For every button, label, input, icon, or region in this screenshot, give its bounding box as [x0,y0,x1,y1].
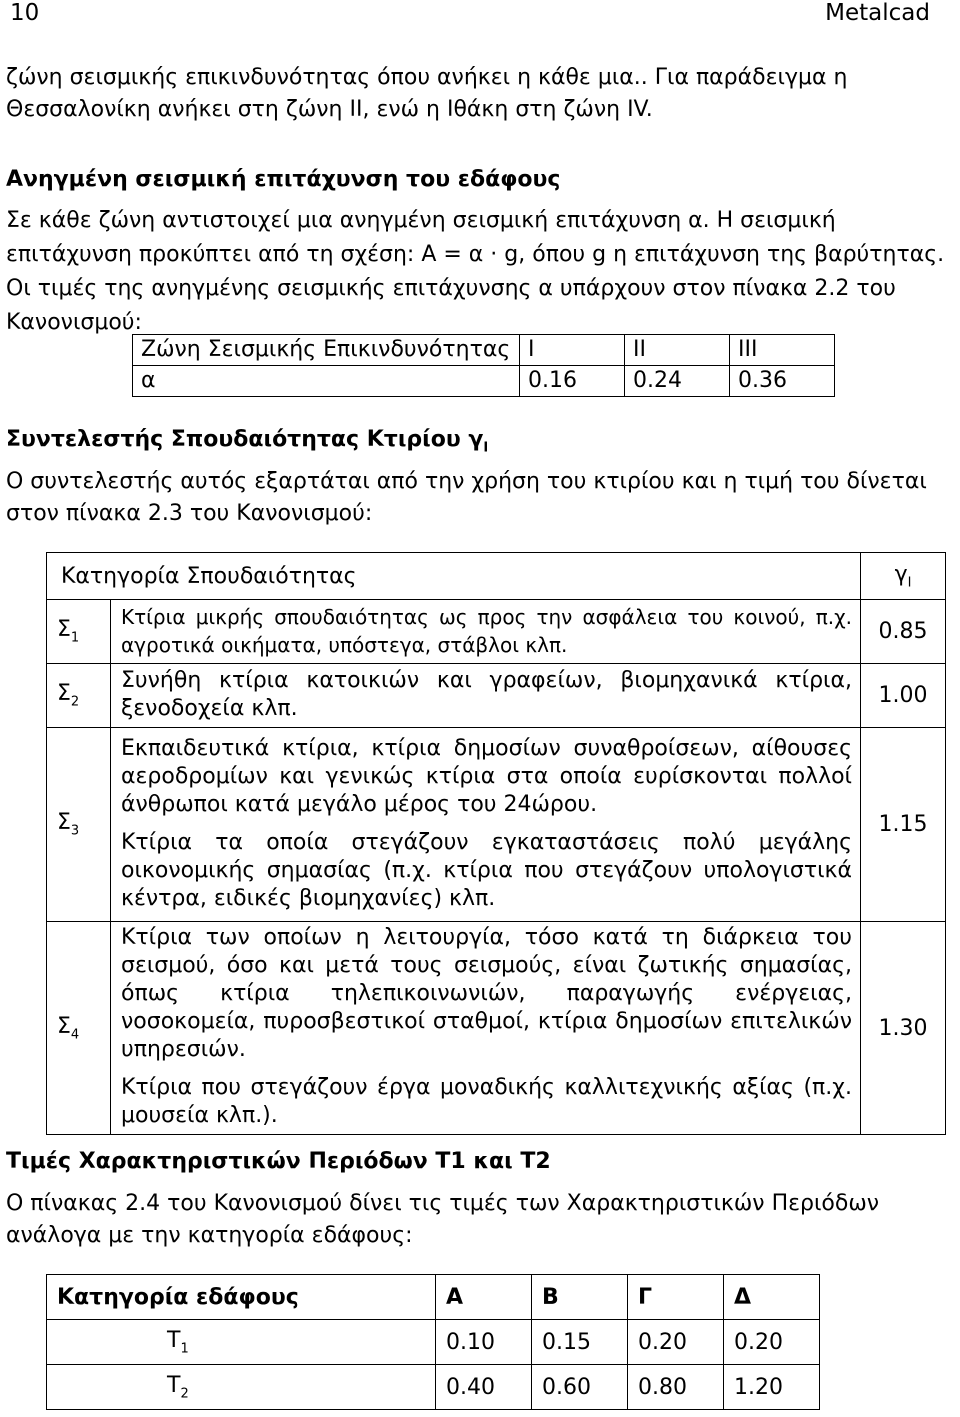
table-cell: 0.15 [532,1320,628,1365]
table-header-row [47,553,946,600]
importance-paragraph: Ο συντελεστής αυτός εξαρτάται από την χρήση του κτιρίου και η τιμή του δίνεται στον πίνακα 2.3 του Κανονισμού: [6,469,927,526]
table-header-cell: Κατηγορία Σπουδαιότητας [47,553,861,600]
table-header-cell: Δ [724,1275,820,1320]
table-cell: $\Sigma_3$ [47,728,111,922]
table-cell: 0.40 [436,1365,532,1410]
table-cell: $\Sigma_1$ [47,600,111,664]
table-cell: I [520,335,625,366]
table-row [133,335,835,366]
table-cell: $\Sigma_4$ [47,922,111,1135]
soil-periods-table [46,1274,820,1410]
table-cell: $T_1$ [47,1320,436,1365]
table-cell: 0.10 [436,1320,532,1365]
table-header-row [47,1275,820,1320]
section-heading-periods: Τιμές Χαρακτηριστικών Περιόδων Τ1 και Τ2 [6,1149,551,1174]
table-cell: α [133,366,520,397]
intro-paragraph: ζώνη σεισμικής επικινδυνότητας όπου ανήκει η κάθε μια.. Για παράδειγμα η Θεσσαλονίκη ανήκει στη ζώνη ΙΙ, ενώ η Ιθάκη στη ζώνη IV. [6,65,848,122]
table-header-cell: Β [532,1275,628,1320]
table-cell: 0.20 [628,1320,724,1365]
table-cell: Κτίρια μικρής σπουδαιότητας ως προς την ασφάλεια του κοινού, π.χ. αγροτικά οικήματα, υπόστεγα, στάβλοι κλπ. [111,600,861,664]
table-cell: 0.24 [625,366,730,397]
table-cell: Κτίρια των οποίων η λειτουργία, τόσο κατά τη διάρκεια του σεισμού, όσο και μετά τους σεισμούς, είναι ζωτικής σημασίας, όπως κτίρια τηλεπικοινωνιών, παραγωγής ενέργειας, νοσοκομεία, πυροσβεστικοί σταθμοί, κτίρια δημοσίων επιτελικών υπηρεσιών. Κτίρια που στεγάζουν έργα μοναδικής καλλιτεχνικής αξίας (π.χ. μουσεία κλπ.). [111,922,861,1135]
table-cell: 0.85 [861,600,946,664]
table-row [47,1365,820,1410]
zone-acceleration-table [132,334,835,397]
acceleration-paragraph: Σε κάθε ζώνη αντιστοιχεί μια ανηγμένη σεισμική επιτάχυνση α. Η σεισμική επιτάχυνση προκύπτει από τη σχέση: A = α · g, όπου g η επιτάχυνση της βαρύτητας. Οι τιμές της ανηγμένης σεισμικής επιτάχυνσης α υπάρχουν στον πίνακα 2.2 του Κανονισμού: [6,208,945,335]
periods-paragraph: Ο πίνακας 2.4 του Κανονισμού δίνει τις τιμές των Χαρακτηριστικών Περιόδων ανάλογα με την κατηγορία εδάφους: [6,1191,880,1248]
table-header-cell: Γ [628,1275,724,1320]
table-cell: 0.36 [730,366,835,397]
table-row [133,366,835,397]
page-number: 10 [10,0,40,26]
table-header-cell: $\gamma_I$ [861,553,946,600]
running-header-title: Metalcad [825,0,930,26]
table-cell: 0.80 [628,1365,724,1410]
table-cell: II [625,335,730,366]
table-cell: 1.30 [861,922,946,1135]
table-cell: Εκπαιδευτικά κτίρια, κτίρια δημοσίων συναθροίσεων, αίθουσες αεροδρομίων και γενικώς κτίρια στα οποία ευρίσκονται πολλοί άνθρωποι κατά μεγάλο μέρος του 24ώρου. Κτίρια τα οποία στεγάζουν εγκαταστάσεις πολύ μεγάλης οικονομικής σημασίας (π.χ. κτίρια που στεγάζουν υπολογιστικά κέντρα, ειδικές βιομηχανίες) κλπ. [111,728,861,922]
table-row [47,1320,820,1365]
table-header-cell: Κατηγορία εδάφους [47,1275,436,1320]
table-cell: Συνήθη κτίρια κατοικιών και γραφείων, βιομηχανικά κτίρια, ξενοδοχεία κλπ. [111,664,861,728]
table-cell: 0.60 [532,1365,628,1410]
table-cell: 0.20 [724,1320,820,1365]
section-heading-importance: Συντελεστής Σπουδαιότητας Κτιρίου $\gamma_I$ [6,427,489,456]
table-cell: 0.16 [520,366,625,397]
table-cell: Ζώνη Σεισμικής Επικινδυνότητας [133,335,520,366]
table-cell: $\Sigma_2$ [47,664,111,728]
section-heading-acceleration: Ανηγμένη σεισμική επιτάχυνση του εδάφους [6,167,561,192]
table-cell: III [730,335,835,366]
table-row [47,600,946,664]
table-cell: $T_2$ [47,1365,436,1410]
table-header-cell: Α [436,1275,532,1320]
table-cell: 1.20 [724,1365,820,1410]
table-row [47,728,946,922]
table-cell: 1.00 [861,664,946,728]
table-row [47,922,946,1135]
importance-category-table [46,552,946,1135]
table-cell: 1.15 [861,728,946,922]
table-row [47,664,946,728]
